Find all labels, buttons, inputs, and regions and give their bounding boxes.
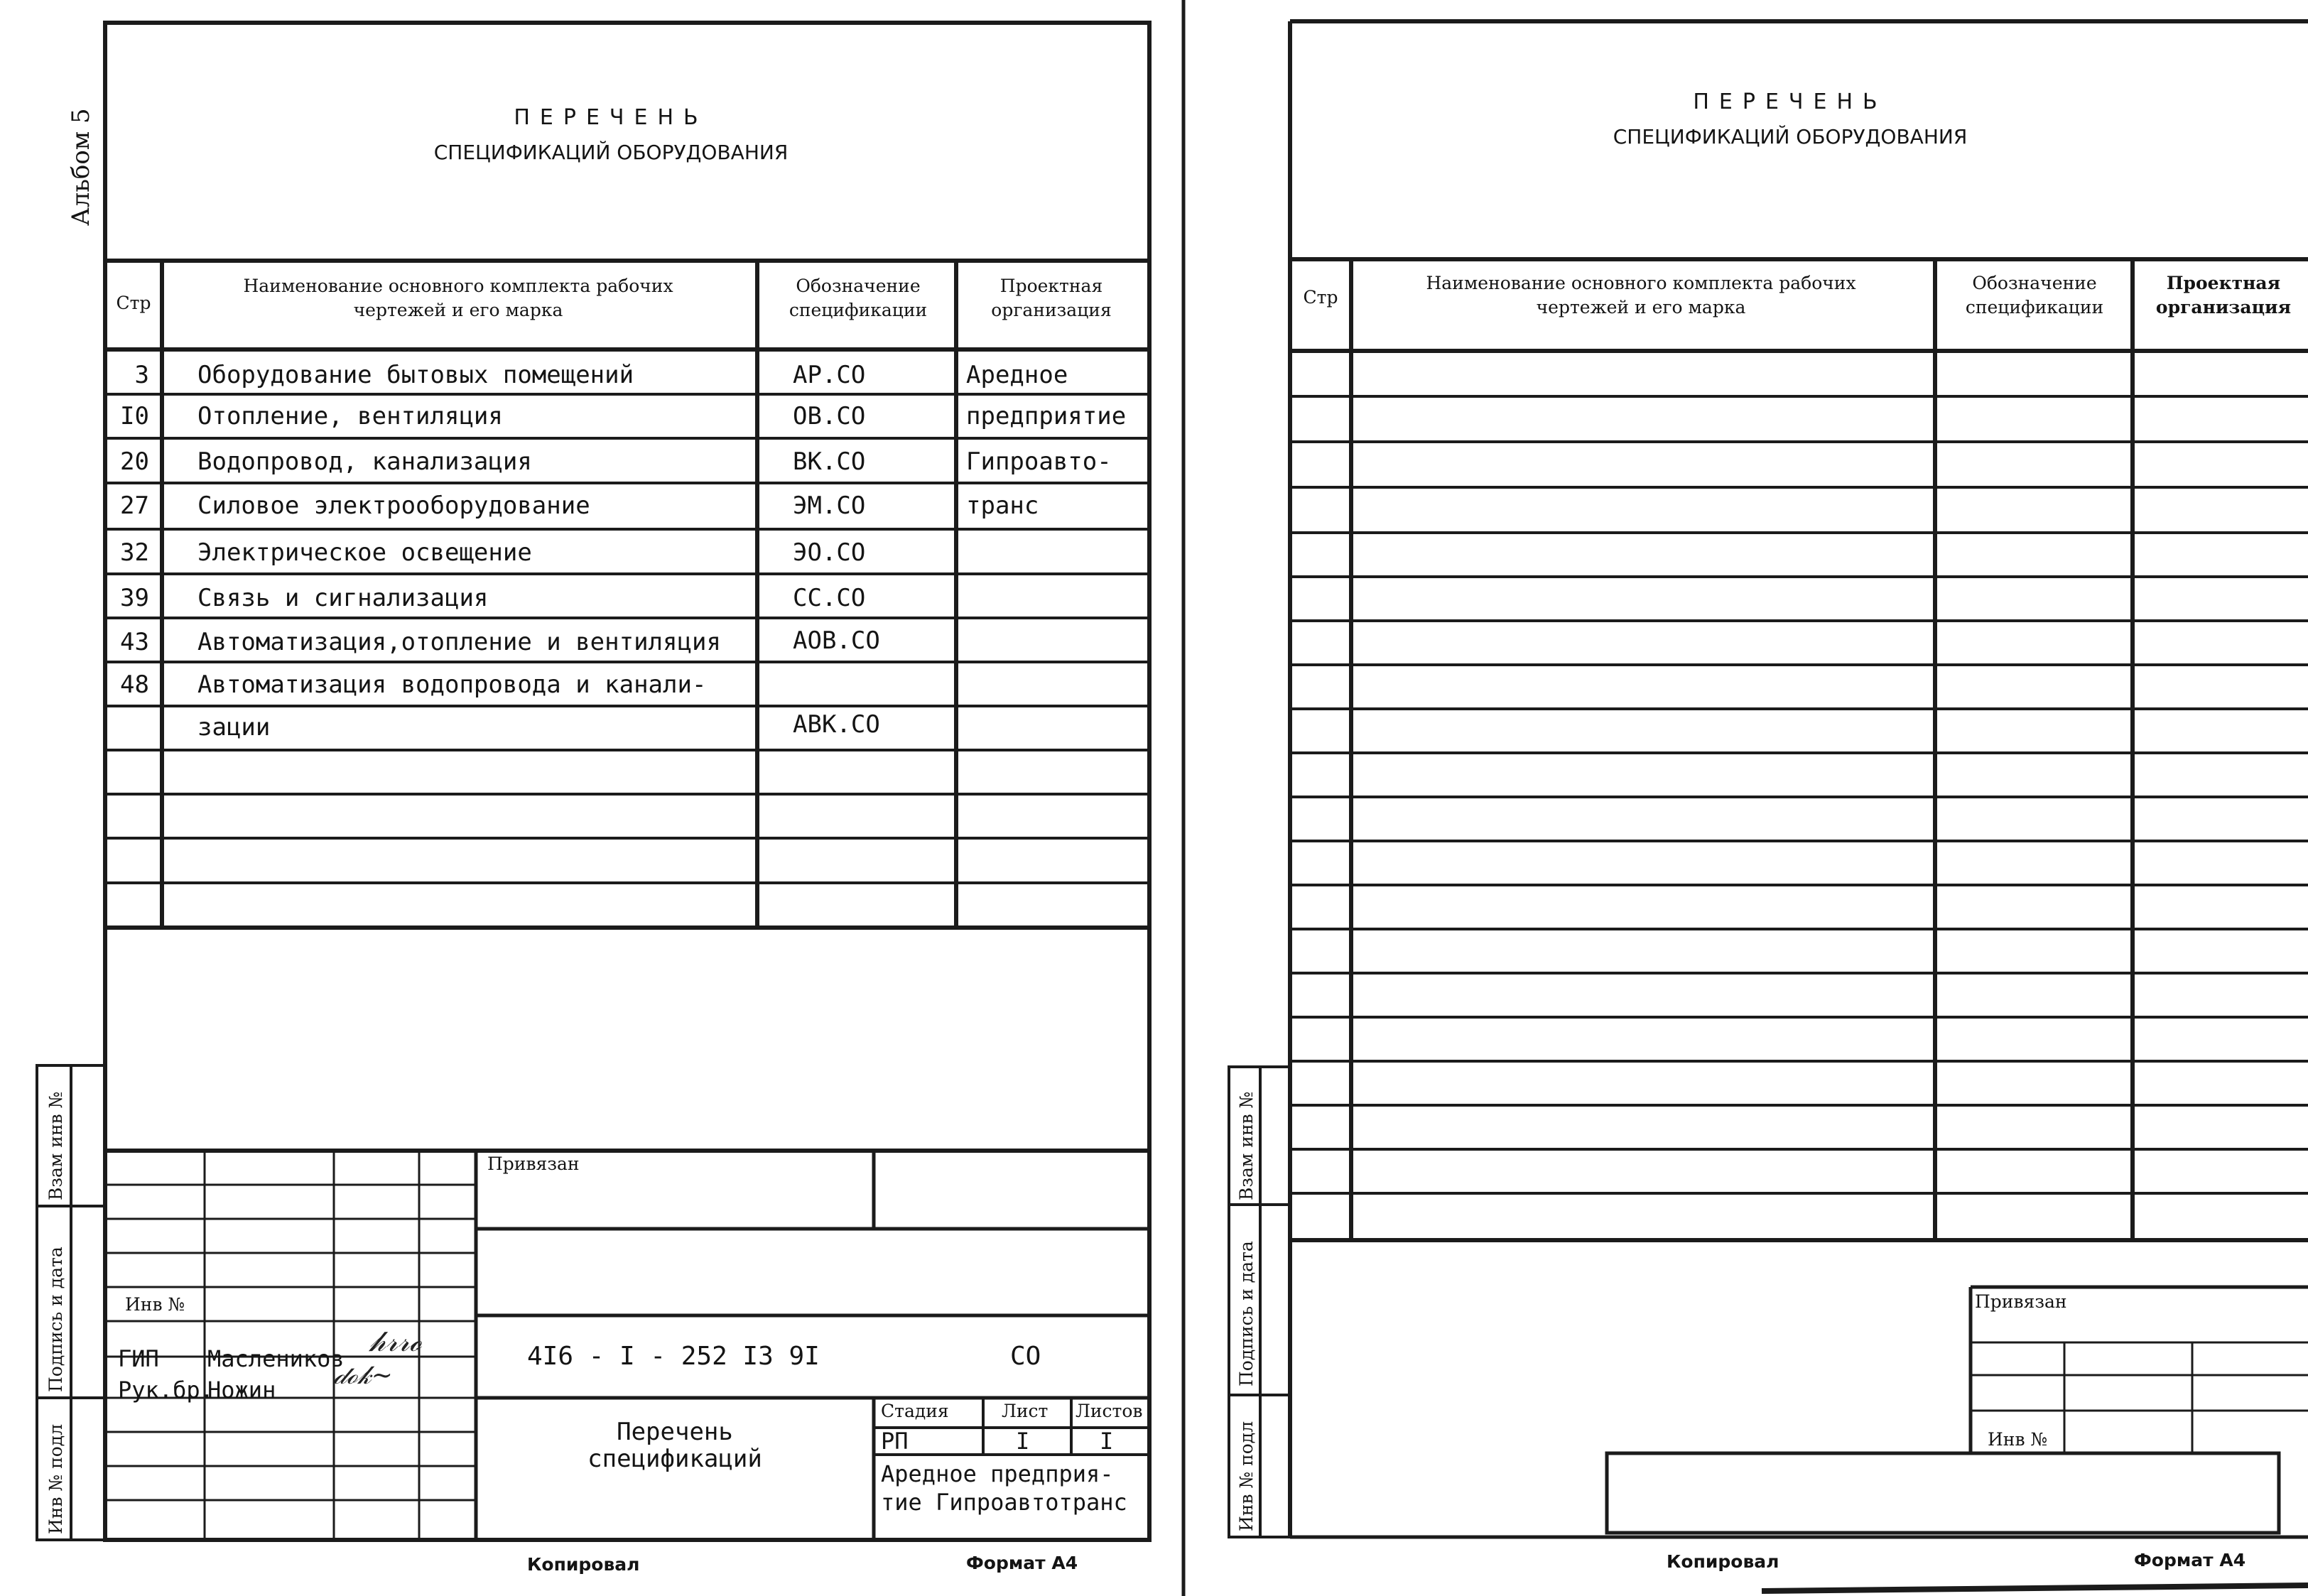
row-page: 39 [120, 584, 149, 612]
right-side-label-inv-original: Инв № подл [1236, 1421, 1257, 1531]
right-header-org: Проектная организация [2155, 273, 2292, 317]
left-footer-format: Формат А4 [966, 1553, 1078, 1573]
row-code: СС.СО [793, 584, 866, 612]
stamp-ruk-role: Рук.бр. [118, 1377, 214, 1404]
stamp-gip-name: Маслеников [207, 1345, 345, 1372]
sheet-value: I [1016, 1428, 1030, 1455]
document-title-line1: Перечень [617, 1418, 733, 1446]
row-org: Гипроавто- [966, 447, 1112, 476]
row-code: АР.СО [793, 361, 866, 389]
right-title-line1: ПЕРЕЧЕНЬ [1693, 89, 1887, 114]
row-code: АОВ.СО [793, 626, 880, 655]
row-name: Связь и сигнализация [197, 584, 489, 612]
right-footer-copied: Копировал [1667, 1551, 1779, 1572]
left-title-line1: ПЕРЕЧЕНЬ [514, 105, 708, 130]
row-code: ЭО.СО [793, 538, 866, 567]
sheets-value: I [1100, 1428, 1114, 1455]
row-page: I0 [120, 402, 149, 430]
row-page: 20 [120, 447, 149, 476]
sheets-label: Листов [1076, 1401, 1143, 1421]
document-title-line2: спецификаций [587, 1445, 762, 1473]
right-footer-format: Формат А4 [2134, 1550, 2246, 1570]
album-label: Альбом 5 [67, 108, 95, 226]
stamp-gip-role: ГИП [118, 1345, 159, 1372]
row-name: Оборудование бытовых помещений [197, 361, 634, 389]
row-org: предприятие [966, 402, 1127, 430]
right-side-label-replace-inv: Взам инв № [1236, 1091, 1257, 1200]
left-side-label-replace-inv: Взам инв № [45, 1091, 66, 1200]
right-side-label-signature-date: Подпись и дата [1236, 1241, 1257, 1386]
left-stamp-privyazan: Привязан [487, 1153, 580, 1174]
document-code: 4I6 - I - 252 I3 9I [527, 1342, 820, 1371]
left-header-name: Наименование основного комплекта рабочих чертежей и его марка [243, 276, 673, 320]
row-name: Силовое электрооборудование [197, 492, 590, 520]
stage-value: РП [881, 1428, 909, 1455]
row-name: Автоматизация водопровода и канали- [197, 671, 707, 699]
document-mark: СО [1010, 1342, 1041, 1371]
right-stamp-inv-no: Инв № [1988, 1429, 2048, 1450]
row-page: 32 [120, 538, 149, 567]
right-title-line2: СПЕЦИФИКАЦИЙ ОБОРУДОВАНИЯ [1613, 125, 1968, 148]
left-header-org: Проектная организация [991, 276, 1112, 320]
row-name: Автоматизация,отопление и вентиляция [197, 628, 721, 656]
row-name: зации [197, 713, 271, 742]
row-page: 3 [134, 361, 149, 389]
row-name: Водопровод, канализация [197, 447, 532, 476]
left-stamp-inv-no: Инв № [125, 1294, 185, 1315]
stage-label: Стадия [881, 1401, 949, 1421]
left-header-code: Обозначение спецификации [789, 276, 928, 320]
right-stamp-privyazan: Привязан [1975, 1291, 2067, 1312]
left-title-line2: СПЕЦИФИКАЦИЙ ОБОРУДОВАНИЯ [433, 141, 789, 164]
row-code: АВК.СО [793, 710, 880, 739]
left-footer-copied: Копировал [527, 1554, 640, 1575]
row-name: Электрическое освещение [197, 538, 532, 567]
right-header-page: Стр [1303, 287, 1338, 308]
row-page: 43 [120, 628, 149, 656]
row-code: ОВ.СО [793, 402, 866, 430]
left-side-label-inv-original: Инв № подл [45, 1423, 66, 1534]
organization-line2: тие Гипроавтотранс [881, 1489, 1127, 1516]
row-page: 27 [120, 492, 149, 520]
right-header-code: Обозначение спецификации [1965, 273, 2104, 317]
left-header-page: Стр [116, 293, 151, 313]
row-name: Отопление, вентиляция [197, 402, 503, 430]
row-page: 48 [120, 671, 149, 699]
sheet-label: Лист [1002, 1401, 1049, 1421]
right-header-name: Наименование основного комплекта рабочих чертежей и его марка [1426, 273, 1856, 317]
row-code: ВК.СО [793, 447, 866, 476]
organization-line1: Аредное предприя- [881, 1460, 1114, 1487]
row-org: Аредное [966, 361, 1068, 389]
gip-signature-icon: 𝒽𝓇𝓇ℴ [369, 1325, 422, 1358]
row-code: ЭМ.СО [793, 492, 866, 520]
left-side-label-signature-date: Подпись и дата [45, 1247, 66, 1392]
ruk-signature-icon: 𝒹ℴ𝓀~ [334, 1361, 393, 1390]
row-org: транс [966, 492, 1039, 520]
stamp-ruk-name: Ножин [207, 1377, 276, 1404]
